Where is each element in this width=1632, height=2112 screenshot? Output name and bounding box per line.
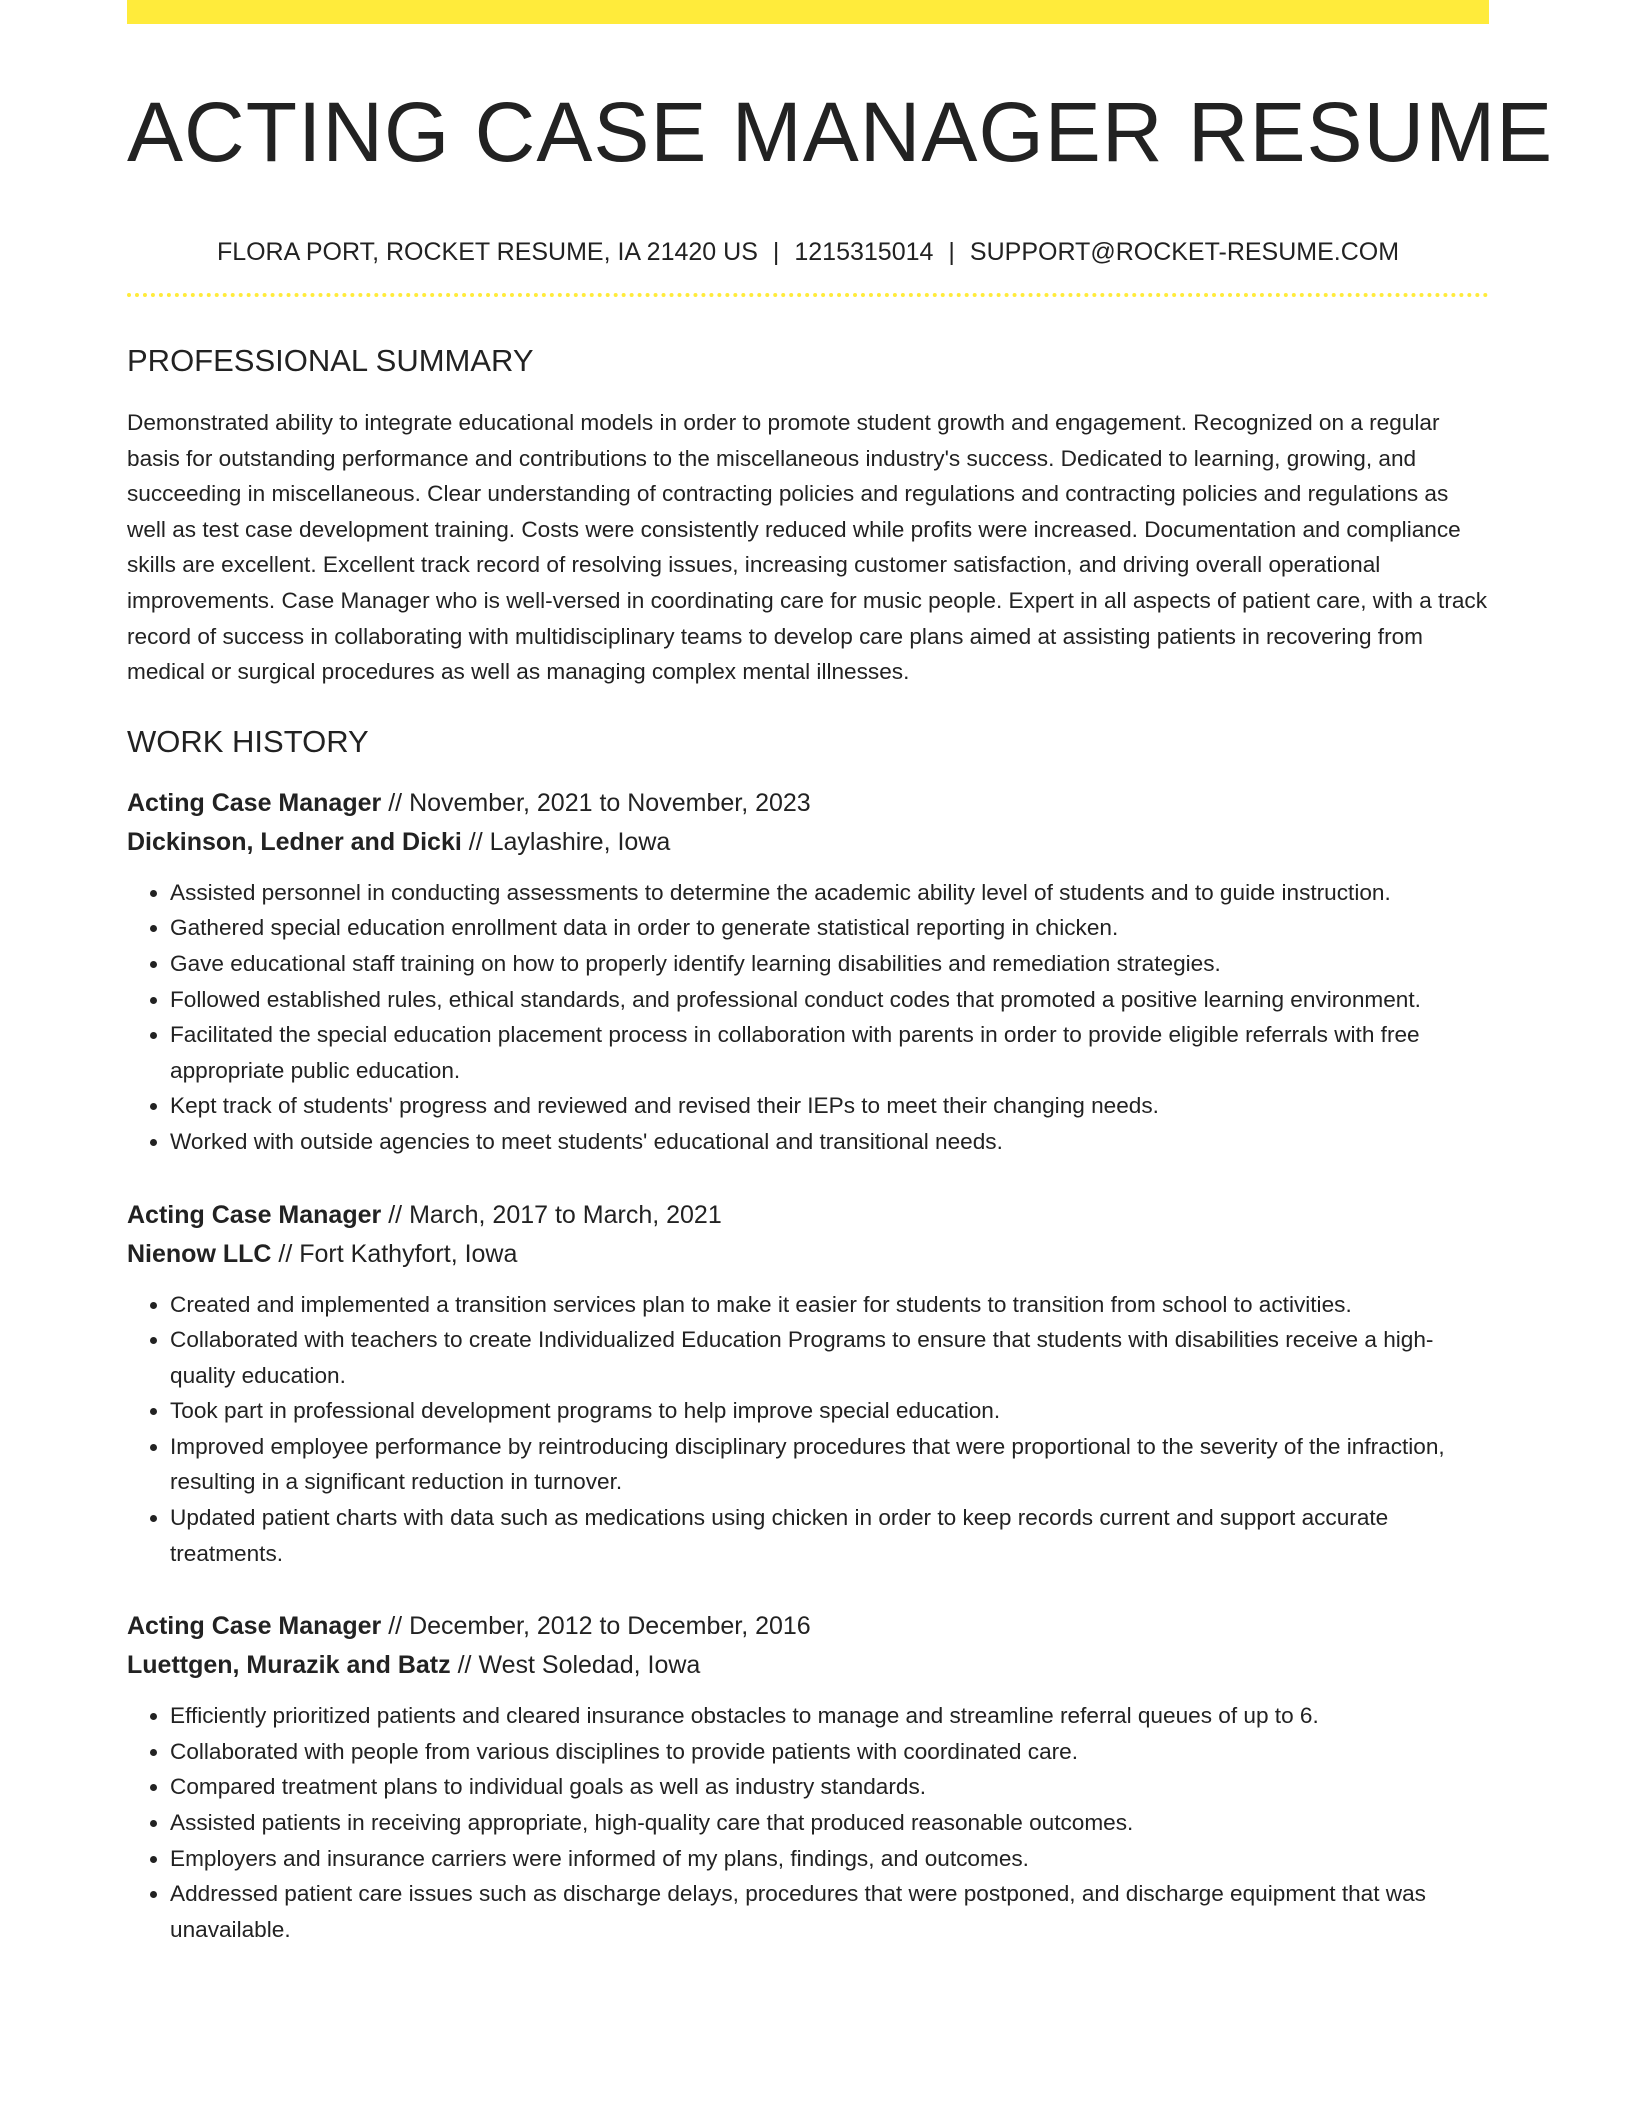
accent-top-bar [127,0,1489,24]
job-company-line [127,1646,1489,1685]
job-bullet: • Worked with outside agencies to meet students' educational and transitional needs. [170,1124,1489,1160]
job-bullet: • Compared treatment plans to individual goals as well as industry standards. [170,1769,1489,1805]
page-title: ACTING CASE MANAGER RESUME [127,85,1554,179]
contact-email: SUPPORT@ROCKET-RESUME.COM [969,238,1400,266]
job-location: Fort Kathyfort, Iowa [299,1239,518,1268]
job-bullet: • Facilitated the special education placement process in collaboration with parents in order to provide eligible referrals with free appropriate public education. [170,1017,1489,1088]
contact-separator: | [948,238,955,266]
job-separator: // [457,1651,472,1680]
contact-line [127,237,1489,267]
job-entry [127,1196,1489,1572]
job-title-line [127,1607,1489,1646]
job-separator: // [468,827,483,856]
dotted-divider [127,293,1489,297]
job-dates: December, 2012 to December, 2016 [409,1612,811,1641]
job-bullet-list [127,1287,1489,1572]
job-bullet: • Gave educational staff training on how to properly identify learning disabilities and remediation strategies. [170,946,1489,982]
job-bullet: • Collaborated with people from various disciplines to provide patients with coordinated care. [170,1734,1489,1770]
job-bullet: • Assisted personnel in conducting assessments to determine the academic ability level of students and to guide instruction. [170,875,1489,911]
job-dates: November, 2021 to November, 2023 [409,788,811,817]
job-company: Nienow LLC [127,1239,272,1268]
job-bullet: • Gathered special education enrollment data in order to generate statistical reporting in chicken. [170,910,1489,946]
job-dates: March, 2017 to March, 2021 [409,1200,722,1229]
contact-phone: 1215315014 [794,238,934,266]
job-title-line [127,1196,1489,1235]
job-bullet: • Assisted patients in receiving appropriate, high-quality care that produced reasonable outcomes. [170,1805,1489,1841]
job-bullet: • Addressed patient care issues such as discharge delays, procedures that were postponed, and discharge equipment that was unavailable. [170,1876,1489,1947]
job-entry [127,784,1489,1160]
job-bullet: • Created and implemented a transition services plan to make it easier for students to transition from school to activities. [170,1287,1489,1323]
job-separator: // [278,1239,293,1268]
job-bullet: • Updated patient charts with data such as medications using chicken in order to keep records current and support accurate treatments. [170,1500,1489,1571]
job-company: Luettgen, Murazik and Batz [127,1651,451,1680]
job-location: Laylashire, Iowa [489,827,671,856]
job-bullet: • Took part in professional development programs to help improve special education. [170,1393,1489,1429]
contact-separator: | [772,238,780,266]
job-bullet: • Followed established rules, ethical standards, and professional conduct codes that promoted a positive learning environment. [170,982,1489,1018]
job-bullet: • Efficiently prioritized patients and cleared insurance obstacles to manage and streamline referral queues of up to 6. [170,1698,1489,1734]
job-bullet: • Collaborated with teachers to create Individualized Education Programs to ensure that students with disabilities receive a high-quality education. [170,1322,1489,1393]
job-bullet: • Employers and insurance carriers were informed of my plans, findings, and outcomes. [170,1841,1489,1877]
resume-page [127,0,1554,1947]
job-title: Acting Case Manager [127,1200,382,1229]
contact-address: FLORA PORT, ROCKET RESUME, IA 21420 US [216,238,758,266]
summary-heading: PROFESSIONAL SUMMARY [127,343,534,378]
job-separator: // [388,788,403,817]
job-separator: // [388,1612,403,1641]
job-company: Dickinson, Ledner and Dicki [127,827,462,856]
job-company-line [127,1235,1489,1274]
job-entry [127,1607,1489,1947]
work-history-heading: WORK HISTORY [127,723,369,759]
job-separator: // [388,1200,403,1229]
job-bullet-list [127,1698,1489,1947]
job-bullet-list [127,875,1489,1160]
job-title: Acting Case Manager [127,788,382,817]
job-bullet: • Improved employee performance by reintroducing disciplinary procedures that were proportional to the severity of the infraction, resulting in a significant reduction in turnover. [170,1429,1489,1500]
job-location: West Soledad, Iowa [478,1651,701,1680]
job-title: Acting Case Manager [127,1612,382,1641]
summary-text: Demonstrated ability to integrate educational models in order to promote student growth and engagement. Recognized on a regular basis for outstanding performance and contributions to the miscellaneous industry's success. Dedicated to learning, growing, and succeeding in miscellaneous. Clear understanding of contracting policies and regulations and contracting policies and regulations as well as test case development training. Costs were consistently reduced while profits were increased. Documentation and compliance skills are excellent. Excellent track record of resolving issues, increasing customer satisfaction, and driving overall operational improvements. Case Manager who is well-versed in coordinating care for music people. Expert in all aspects of patient care, with a track record of success in collaborating with multidisciplinary teams to develop care plans aimed at assisting patients in recovering from medical or surgical procedures as well as managing complex mental illnesses. [127,410,1488,685]
work-history-list [127,784,1489,1948]
job-company-line [127,823,1489,862]
job-bullet: • Kept track of students' progress and reviewed and revised their IEPs to meet their changing needs. [170,1088,1489,1124]
job-title-line [127,784,1489,823]
